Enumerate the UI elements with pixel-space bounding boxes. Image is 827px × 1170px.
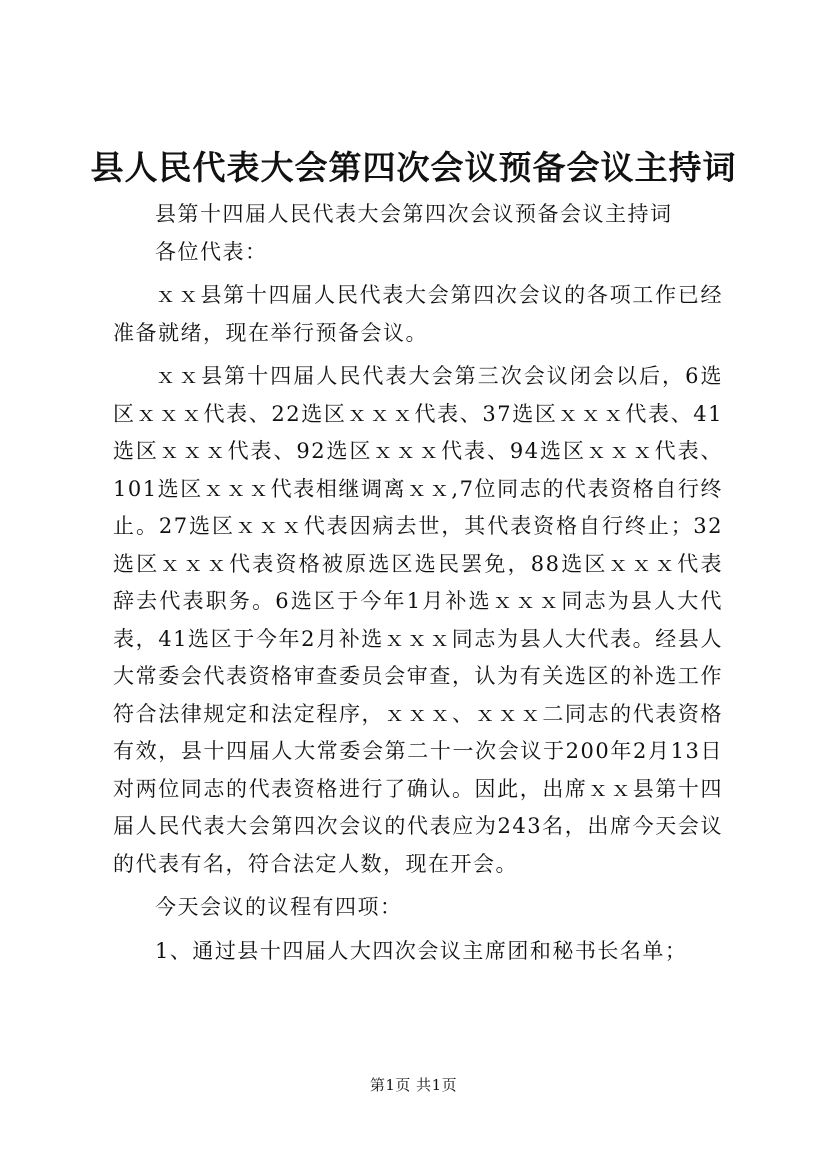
document-body [113,196,723,970]
agenda-intro-paragraph: 今天会议的议程有四项： [155,895,403,919]
opening-paragraph: ｘｘ县第十四届人民代表大会第四次会议的各项工作已经准备就绪，现在举行预备会议。 [113,283,723,345]
salutation-paragraph: 各位代表： [155,239,268,264]
document-title: 县人民代表大会第四次会议预备会议主持词 [90,148,737,187]
subtitle-paragraph: 县第十四届人民代表大会第四次会议预备会议主持词 [155,202,673,226]
agenda-item-1: 1、通过县十四届人大四次会议主席团和秘书长名单； [155,938,688,963]
page-number: 第1页 共1页 [369,1076,458,1094]
delegate-status-paragraph: ｘｘ县第十四届人民代表大会第三次会议闭会以后，6选区ｘｘｘ代表、22选区ｘｘｘ代表、37选区ｘｘｘ代表、41选区ｘｘｘ代表、92选区ｘｘｘ代表、94选区ｘｘｘ代表、101选区ｘｘｘ代表相继调离ｘｘ,7位同志的代表资格自行终止。27选区ｘｘｘ代表因病去世，其代表资格自行终止；32选区ｘｘｘ代表资格被原选区选民罢免，88选区ｘｘｘ代表辞去代表职务。6选区于今年1月补选ｘｘｘ同志为县人大代表，41选区于今年2月补选ｘｘｘ同志为县人大代表。经县人大常委会代表资格审查委员会审查，认为有关选区的补选工作符合法律规定和法定程序，ｘｘｘ、ｘｘｘ二同志的代表资格有效，县十四届人大常委会第二十一次会议于200年2月13日对两位同志的代表资格进行了确认。因此，出席ｘｘ县第十四届人民代表大会第四次会议的代表应为243名，出席今天会议的代表有名，符合法定人数，现在开会。 [113,364,723,876]
